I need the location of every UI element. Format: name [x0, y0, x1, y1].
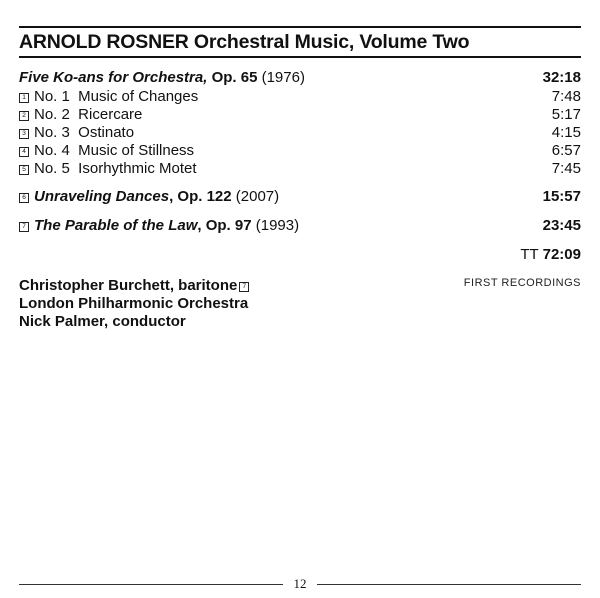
work-duration: 32:18	[542, 69, 581, 86]
footer-rule-right	[317, 584, 581, 585]
movement-duration: 7:45	[551, 160, 581, 177]
movement-duration: 6:57	[551, 142, 581, 159]
work-opus: Op. 65	[211, 69, 258, 86]
movement-row	[19, 142, 581, 162]
work-row	[19, 217, 581, 237]
work-heading	[19, 188, 279, 205]
work-title: Five Ko-ans for Orchestra,	[19, 69, 208, 86]
track-number: 2	[19, 111, 29, 121]
track-number: 7	[19, 222, 29, 232]
title-rule	[19, 56, 581, 58]
movement-row	[19, 124, 581, 144]
track-number: 1	[19, 93, 29, 103]
track-number: 4	[19, 147, 29, 157]
movement-row	[19, 160, 581, 180]
track-number: 3	[19, 129, 29, 139]
page-number: 12	[293, 576, 307, 591]
movement-title: No. 1 Music of Changes	[34, 88, 199, 105]
footer-rule-left	[19, 584, 283, 585]
movement-duration: 7:48	[551, 88, 581, 105]
work-heading	[19, 69, 305, 86]
movement-title: No. 2 Ricercare	[34, 106, 143, 123]
work-year: (2007)	[235, 188, 280, 205]
work-title: The Parable of the Law	[34, 217, 198, 234]
work-opus: , Op. 97	[197, 217, 252, 234]
total-time-label: TT	[520, 246, 539, 263]
work-duration: 23:45	[542, 217, 581, 234]
credit-conductor: Nick Palmer, conductor	[19, 313, 186, 330]
total-time-row	[19, 246, 581, 266]
work-duration: 15:57	[542, 188, 581, 205]
work-title: Unraveling Dances	[34, 188, 170, 205]
composer-name: ARNOLD ROSNER	[19, 31, 189, 53]
total-time-value: 72:09	[542, 246, 581, 263]
track-number: 5	[19, 165, 29, 175]
album-subtitle: Orchestral Music, Volume Two	[193, 31, 470, 53]
movement-title: No. 4 Music of Stillness	[34, 142, 195, 159]
work-heading	[19, 217, 299, 234]
credit-soloist	[19, 277, 249, 294]
movement-title: No. 3 Ostinato	[34, 124, 135, 141]
first-recordings-note: FIRST RECORDINGS	[463, 277, 581, 289]
movement-duration: 5:17	[551, 106, 581, 123]
total-time	[520, 246, 581, 263]
work-year: (1976)	[261, 69, 305, 86]
movement-row	[19, 88, 581, 108]
soloist-name: Christopher Burchett, baritone	[19, 277, 238, 294]
work-year: (1993)	[255, 217, 300, 234]
movement-row	[19, 106, 581, 126]
work-row	[19, 69, 581, 89]
movement-duration: 4:15	[551, 124, 581, 141]
credit-orchestra: London Philharmonic Orchestra	[19, 295, 249, 312]
top-rule	[19, 26, 581, 28]
work-opus: , Op. 122	[169, 188, 232, 205]
movement-title: No. 5 Isorhythmic Motet	[34, 160, 197, 177]
album-title	[19, 31, 469, 54]
work-row	[19, 188, 581, 208]
track-number: 7	[239, 282, 249, 292]
track-number: 6	[19, 193, 29, 203]
